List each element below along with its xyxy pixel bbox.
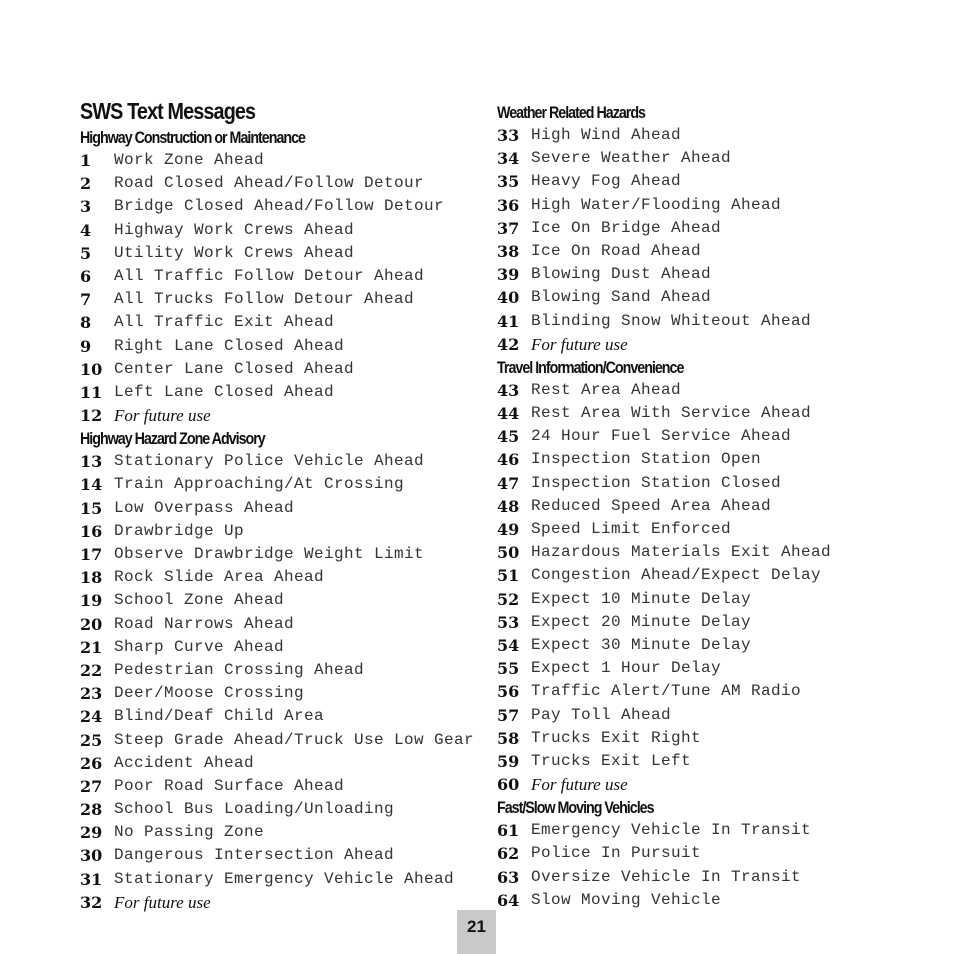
message-row bbox=[80, 450, 480, 473]
message-text: Severe Weather Ahead bbox=[531, 149, 732, 168]
message-row bbox=[80, 798, 480, 821]
message-number: 40 bbox=[497, 288, 520, 308]
message-number: 20 bbox=[80, 614, 103, 634]
message-number: 45 bbox=[497, 427, 520, 447]
message-text: All Traffic Exit Ahead bbox=[114, 313, 335, 332]
message-row bbox=[80, 242, 480, 265]
message-text: Low Overpass Ahead bbox=[114, 498, 295, 517]
message-row bbox=[497, 310, 897, 333]
message-row bbox=[80, 729, 480, 752]
message-row bbox=[497, 518, 897, 541]
message-number: 33 bbox=[497, 126, 520, 145]
message-number: 38 bbox=[497, 241, 520, 261]
message-number: 3 bbox=[80, 197, 92, 217]
message-row bbox=[497, 124, 897, 147]
message-text: For future use bbox=[531, 334, 628, 354]
message-text: Police In Pursuit bbox=[531, 844, 702, 863]
message-text: No Passing Zone bbox=[114, 823, 265, 842]
message-number: 58 bbox=[497, 728, 520, 748]
message-text: Road Closed Ahead/Follow Detour bbox=[114, 174, 425, 193]
message-text: Work Zone Ahead bbox=[114, 151, 265, 169]
message-text: Expect 10 Minute Delay bbox=[531, 589, 752, 608]
message-text: High Wind Ahead bbox=[531, 126, 682, 144]
message-number: 7 bbox=[80, 290, 92, 310]
message-text: Stationary Police Vehicle Ahead bbox=[114, 452, 425, 471]
message-row bbox=[497, 194, 897, 217]
message-text: Ice On Bridge Ahead bbox=[531, 218, 722, 237]
message-text: For future use bbox=[531, 775, 628, 795]
message-text: Blowing Dust Ahead bbox=[531, 265, 712, 284]
message-text: For future use bbox=[114, 406, 211, 426]
message-number: 34 bbox=[497, 149, 520, 169]
message-number: 14 bbox=[80, 475, 103, 495]
message-row bbox=[497, 773, 897, 796]
message-text: Left Lane Closed Ahead bbox=[114, 382, 335, 401]
message-row bbox=[497, 333, 897, 356]
message-number: 5 bbox=[80, 243, 92, 263]
message-row bbox=[80, 358, 480, 381]
message-text: Rest Area Ahead bbox=[531, 380, 682, 399]
message-number: 4 bbox=[80, 220, 92, 240]
message-number: 6 bbox=[80, 266, 92, 286]
message-number: 18 bbox=[80, 568, 103, 588]
message-number: 28 bbox=[80, 800, 103, 820]
message-row bbox=[80, 589, 480, 612]
message-row bbox=[80, 636, 480, 659]
message-text: Observe Drawbridge Weight Limit bbox=[114, 545, 425, 563]
message-number: 1 bbox=[80, 151, 92, 170]
message-text: Speed Limit Enforced bbox=[531, 520, 732, 538]
message-text: Traffic Alert/Tune AM Radio bbox=[531, 682, 802, 701]
message-number: 52 bbox=[497, 589, 520, 609]
message-number: 61 bbox=[497, 821, 520, 841]
message-text: Reduced Speed Area Ahead bbox=[531, 496, 772, 515]
message-text: Heavy Fog Ahead bbox=[531, 172, 682, 191]
section-heading: Highway Hazard Zone Advisory bbox=[80, 429, 265, 449]
message-text: Oversize Vehicle In Transit bbox=[531, 867, 802, 886]
message-number: 8 bbox=[80, 313, 92, 333]
message-row bbox=[80, 682, 480, 705]
message-text: Blinding Snow Whiteout Ahead bbox=[531, 311, 812, 330]
message-number: 48 bbox=[497, 496, 520, 516]
message-row bbox=[80, 543, 480, 566]
page-title: SWS Text Messages bbox=[80, 98, 256, 124]
message-number: 21 bbox=[80, 637, 103, 657]
message-row bbox=[80, 868, 480, 891]
message-row bbox=[497, 448, 897, 471]
message-number: 41 bbox=[497, 311, 520, 331]
message-number: 51 bbox=[497, 566, 520, 586]
message-number: 44 bbox=[497, 404, 520, 424]
message-text: Rock Slide Area Ahead bbox=[114, 568, 325, 587]
message-row bbox=[80, 821, 480, 844]
message-text: Inspection Station Open bbox=[531, 450, 762, 469]
message-text: Bridge Closed Ahead/Follow Detour bbox=[114, 197, 445, 216]
message-row bbox=[497, 704, 897, 727]
message-row bbox=[497, 147, 897, 170]
message-text: Congestion Ahead/Expect Delay bbox=[531, 566, 822, 585]
message-text: Trucks Exit Right bbox=[531, 728, 702, 747]
message-row bbox=[80, 705, 480, 728]
message-number: 27 bbox=[80, 776, 103, 796]
page-number: 21 bbox=[457, 910, 496, 954]
message-number: 23 bbox=[80, 684, 103, 704]
message-text: Inspection Station Closed bbox=[531, 473, 782, 492]
message-number: 24 bbox=[80, 707, 103, 727]
message-number: 54 bbox=[497, 635, 520, 655]
message-row bbox=[497, 611, 897, 634]
message-text: Stationary Emergency Vehicle Ahead bbox=[114, 869, 455, 888]
message-row bbox=[497, 750, 897, 773]
message-text: Right Lane Closed Ahead bbox=[114, 336, 345, 355]
message-text: Emergency Vehicle In Transit bbox=[531, 821, 812, 840]
message-text: Trucks Exit Left bbox=[531, 751, 692, 770]
message-number: 12 bbox=[80, 406, 103, 426]
message-number: 16 bbox=[80, 521, 103, 541]
message-number: 9 bbox=[80, 336, 92, 356]
message-row bbox=[80, 381, 480, 404]
message-text: For future use bbox=[114, 892, 211, 912]
message-row bbox=[80, 659, 480, 682]
message-row bbox=[497, 170, 897, 193]
message-number: 37 bbox=[497, 218, 520, 238]
message-number: 30 bbox=[80, 846, 103, 866]
message-number: 59 bbox=[497, 751, 520, 771]
message-number: 29 bbox=[80, 823, 103, 843]
message-row bbox=[497, 634, 897, 657]
message-number: 49 bbox=[497, 520, 520, 539]
message-row bbox=[497, 425, 897, 448]
message-row bbox=[80, 775, 480, 798]
message-text: Drawbridge Up bbox=[114, 521, 245, 540]
message-row bbox=[497, 680, 897, 703]
section-heading: Travel Information/Convenience bbox=[497, 357, 684, 377]
message-text: Highway Work Crews Ahead bbox=[114, 220, 355, 239]
message-number: 42 bbox=[497, 334, 520, 354]
message-row bbox=[80, 219, 480, 242]
message-text: All Trucks Follow Detour Ahead bbox=[114, 290, 415, 309]
message-row bbox=[80, 311, 480, 334]
message-text: Steep Grade Ahead/Truck Use Low Gear bbox=[114, 730, 475, 749]
message-text: Ice On Road Ahead bbox=[531, 241, 702, 260]
message-row bbox=[497, 472, 897, 495]
message-row bbox=[497, 541, 897, 564]
message-row bbox=[80, 265, 480, 288]
message-text: Blowing Sand Ahead bbox=[531, 288, 712, 307]
message-text: Expect 30 Minute Delay bbox=[531, 635, 752, 654]
message-text: Deer/Moose Crossing bbox=[114, 684, 305, 703]
section-heading: Fast/Slow Moving Vehicles bbox=[497, 798, 654, 818]
left-column bbox=[80, 126, 480, 914]
message-row bbox=[497, 263, 897, 286]
message-number: 13 bbox=[80, 452, 103, 472]
message-number: 64 bbox=[497, 890, 520, 910]
message-text: Slow Moving Vehicle bbox=[531, 890, 722, 909]
message-row bbox=[80, 891, 480, 914]
message-text: Blind/Deaf Child Area bbox=[114, 707, 325, 726]
message-row bbox=[497, 402, 897, 425]
message-row bbox=[80, 520, 480, 543]
message-number: 60 bbox=[497, 775, 520, 795]
message-row bbox=[80, 752, 480, 775]
message-text: 24 Hour Fuel Service Ahead bbox=[531, 427, 792, 446]
message-text: Accident Ahead bbox=[114, 753, 255, 772]
message-row bbox=[497, 889, 897, 912]
message-number: 56 bbox=[497, 682, 520, 702]
message-number: 53 bbox=[497, 612, 520, 632]
message-row bbox=[80, 195, 480, 218]
message-number: 32 bbox=[80, 892, 103, 912]
message-text: Pay Toll Ahead bbox=[531, 705, 672, 724]
message-row bbox=[497, 727, 897, 750]
message-number: 22 bbox=[80, 660, 103, 680]
message-row bbox=[80, 497, 480, 520]
message-row bbox=[497, 240, 897, 263]
message-number: 43 bbox=[497, 380, 520, 400]
message-text: Pedestrian Crossing Ahead bbox=[114, 660, 365, 679]
message-number: 26 bbox=[80, 753, 103, 773]
message-number: 19 bbox=[80, 591, 103, 611]
message-row bbox=[80, 844, 480, 867]
message-text: Road Narrows Ahead bbox=[114, 614, 295, 633]
message-row bbox=[497, 286, 897, 309]
message-number: 25 bbox=[80, 730, 103, 750]
message-number: 62 bbox=[497, 844, 520, 864]
message-number: 31 bbox=[80, 869, 103, 889]
message-row bbox=[497, 588, 897, 611]
message-text: Poor Road Surface Ahead bbox=[114, 776, 345, 795]
message-number: 10 bbox=[80, 359, 103, 379]
section-heading: Highway Construction or Maintenance bbox=[80, 128, 305, 147]
message-text: Center Lane Closed Ahead bbox=[114, 359, 355, 378]
message-text: All Traffic Follow Detour Ahead bbox=[114, 266, 425, 285]
right-column bbox=[497, 101, 897, 912]
message-number: 50 bbox=[497, 543, 520, 563]
message-number: 17 bbox=[80, 545, 103, 564]
message-row bbox=[497, 564, 897, 587]
message-row bbox=[497, 842, 897, 865]
message-row bbox=[80, 172, 480, 195]
message-text: School Bus Loading/Unloading bbox=[114, 800, 395, 819]
message-number: 35 bbox=[497, 172, 520, 192]
message-text: School Zone Ahead bbox=[114, 591, 285, 610]
message-text: Rest Area With Service Ahead bbox=[531, 404, 812, 423]
message-number: 63 bbox=[497, 867, 520, 887]
message-row bbox=[80, 566, 480, 589]
message-number: 11 bbox=[80, 382, 103, 402]
message-text: Sharp Curve Ahead bbox=[114, 637, 285, 656]
message-text: Expect 20 Minute Delay bbox=[531, 612, 752, 631]
message-row bbox=[80, 149, 480, 172]
message-row bbox=[497, 819, 897, 842]
message-number: 47 bbox=[497, 473, 520, 493]
message-number: 57 bbox=[497, 705, 520, 725]
section-heading: Weather Related Hazards bbox=[497, 103, 645, 122]
message-row bbox=[80, 613, 480, 636]
message-text: Utility Work Crews Ahead bbox=[114, 243, 355, 262]
message-row bbox=[497, 379, 897, 402]
message-row bbox=[80, 335, 480, 358]
message-number: 15 bbox=[80, 498, 103, 518]
message-row bbox=[80, 288, 480, 311]
message-number: 39 bbox=[497, 265, 520, 285]
message-row bbox=[497, 866, 897, 889]
message-row bbox=[497, 217, 897, 240]
message-text: Train Approaching/At Crossing bbox=[114, 475, 405, 494]
message-row bbox=[497, 657, 897, 680]
message-row bbox=[497, 495, 897, 518]
message-number: 46 bbox=[497, 450, 520, 470]
message-row bbox=[80, 404, 480, 427]
message-number: 2 bbox=[80, 174, 92, 194]
message-text: High Water/Flooding Ahead bbox=[531, 195, 782, 214]
message-text: Dangerous Intersection Ahead bbox=[114, 846, 395, 865]
message-text: Expect 1 Hour Delay bbox=[531, 659, 722, 678]
message-row bbox=[80, 473, 480, 496]
message-text: Hazardous Materials Exit Ahead bbox=[531, 543, 832, 562]
message-number: 55 bbox=[497, 659, 520, 679]
message-number: 36 bbox=[497, 195, 520, 215]
